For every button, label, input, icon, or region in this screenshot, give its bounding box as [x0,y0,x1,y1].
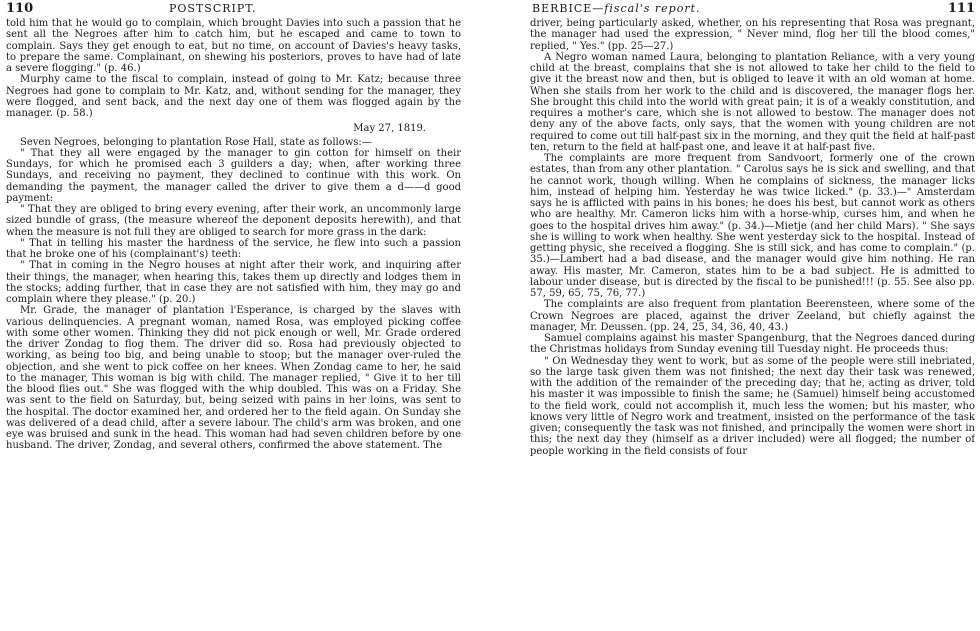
running-title-prefix: BERBICE— [532,2,605,15]
left-running-head [6,0,461,18]
paragraph: " That they are obliged to bring every evening, after their work, an uncommonly large sized bundle of grass, (the measure whereof the deponent deposits herewith), and that when the measure is not full they are obliged to search for more grass in the dark: [6,204,461,238]
paragraph: " That in telling his master the hardness of the service, he flew into such a passion that he broke one of his (complainant's) teeth: [6,237,461,260]
right-running-head [530,0,975,18]
paragraph: Murphy came to the fiscal to complain, instead of going to Mr. Katz; because three Negroes had gone to complain to Mr. Katz, and, without sending for the manager, they were flogged, and sent back, and the next day one of them was flogged again by the manager. (p. 58.) [6,74,461,119]
paragraph: driver, being particularly asked, whether, on his representing that Rosa was pregnant, the manager had used the expression, " Never mind, flog her till the blood comes," replied, " Yes." (pp. 25—27.) [530,18,975,52]
dateline: May 27, 1819. [353,123,426,135]
paragraph: Mr. Grade, the manager of plantation l'Esperance, is charged by the slaves with various delinquencies. A pregnant woman, named Rosa, was employed picking coffee with some other women. Thinking they did not pick enough or well, Mr. Grade ordered the driver Zondag to flog them. The driver did so. Rosa had previously objected to working, as being too big, and being unable to stoop; but the manager over-ruled the objection, and she went to pick coffee on her knees. When Zondag came to her, he said to the manager, This woman is big with child. The manager replied, " Give it to her till the blood flies out." She was flogged with the whip doubled. This was on a Friday. She was sent to the field on Saturday, but, being seized with pains in her loins, was sent to the hospital. The doctor examined her, and ordered her to the field again. On Sunday she was delivered of a dead child, after a severe labour. The child's arm was broken, and one eye was bruised and sunk in the head. This woman had had seven children before by one husband. The driver, Zondag, and several others, confirmed the above statement. The [6,305,461,452]
left-page-number: 110 [6,1,34,16]
paragraph: " That in coming in the Negro houses at night after their work, and inquiring after their things, the manager, when hearing this, takes them up directly and lodges them in the stocks; adding further, that in case they are not satisfied with him, they may go and complain where they please." (p. 20.) [6,260,461,305]
right-page-number: 111 [947,1,975,16]
paragraph: The complaints are more frequent from Sandvoort, formerly one of the crown estates, than from any other plantation. " Carolus says he is sick and swelling, and that he cannot work, though willing. When he complains of sickness, the manager licks him, instead of helping him. Yesterday he was twice licked." (p. 33.)—" Amsterdam says he is afflicted with pains in his bones; he does his best, but cannot work as others who are healthy. Mr. Cameron licks him with a horse-whip, curses him, and when he goes to the hospital drives him away." (p. 34.)—Mietje (and her child Mars). " She says she is willing to work when healthy. She went yesterday sick to the hospital. Instead of getting physic, she received a flogging. She is still sick, and has come to complain." (p. 35.)—Lambert had a bad disease, and the manager would give him nothing. He ran away. His master, Mr. Cameron, states him to be a bad subject. He is admitted to labour under disease, but is directed by the fiscal to be punished!!! (p. 55. See also pp. 57, 59, 65, 75, 76, 77.) [530,153,975,299]
paragraph: " That they all were engaged by the manager to gin cotton for himself on their Sundays, for which he promised each 3 guilders a day; when, after working three Sundays, and receiving no payment, they declined to continue with this work. On demanding the payment, the manager called the driver to give them a d——d good payment: [6,147,461,204]
paragraph: " On Wednesday they went to work, but as some of the people were still inebriated, so the large task given them was not finished; the next day their task was renewed, with the addition of the remainder of the preceding day; that he, acting as driver, told his master it was impossible to finish the same; he (Samuel) himself being accustomed to the field work, could not accomplish it, much less the women; but his master, who knows very little of Negro work and treatment, insisted on the performance of the task given; consequently the task was not finished, and principally the women were short in this; the next day they (himself as a driver included) were all flogged; the number of people working in the field consists of four [530,355,975,457]
left-page [6,0,461,631]
left-running-title: POSTSCRIPT. [169,2,257,15]
right-running-title [532,2,701,15]
right-page [530,0,975,631]
paragraph: A Negro woman named Laura, belonging to plantation Reliance, with a very young child at the breast, complains that she is not allowed to take her child to the field to give it the breast now and then, but is obliged to leave it with an old woman at home. When she stails from her work to the child and is discovered, the manager flogs her. She brought this child into the world with great pain; it is of a weakly constitution, and requires a mother's care, which she is not allowed to bestow. The manager does not deny any of the above facts, only says, that the women with young children are not required to come out till half-past six in the morning, and they quit the field at half-past ten, return to the field at half-past one, and leave it at half-past five. [530,51,975,153]
paragraph: The complaints are also frequent from plantation Beerensteen, where some of the Crown Negroes are placed, against the driver Zeeland, but chiefly against the manager, Mr. Deussen. (pp. 24, 25, 34, 36, 40, 43.) [530,299,975,333]
paragraph: told him that he would go to complain, which brought Davies into such a passion that he sent all the Negroes after him to catch him, but he escaped and came to town to complain. Says they get enough to eat, but no time, on account of Davies's heavy tasks, to prepare the same. Complainant, on shewing his posteriors, proves to have had of late a severe flogging." (p. 46.) [6,18,461,74]
running-title-italic: fiscal's report. [604,2,701,15]
paragraph: Samuel complains against his master Spangenburg, that the Negroes danced during the Christmas holidays from Sunday evening till Tuesday night. He proceeds thus: [530,333,975,356]
paragraph: Seven Negroes, belonging to plantation Rose Hall, state as follows:— [20,136,372,148]
